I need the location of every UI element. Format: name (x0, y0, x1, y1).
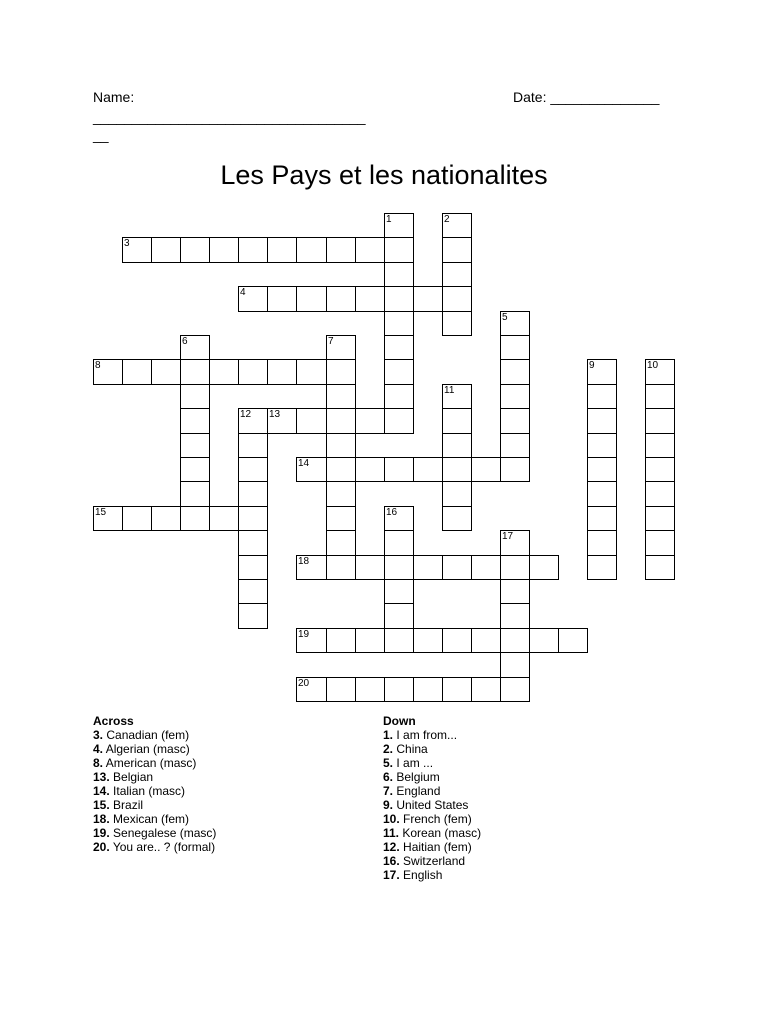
grid-cell[interactable] (500, 433, 530, 458)
grid-cell[interactable] (645, 457, 675, 482)
grid-cell[interactable] (587, 481, 617, 507)
down-clue (383, 812, 481, 826)
grid-cell[interactable] (151, 237, 181, 263)
grid-cell[interactable] (442, 408, 472, 434)
grid-cell[interactable] (384, 603, 414, 629)
grid-cell[interactable] (442, 555, 472, 580)
clue-number: 7. (383, 784, 394, 798)
grid-cell[interactable] (238, 433, 268, 458)
grid-cell[interactable] (238, 237, 268, 263)
clue-number: 16 (386, 507, 398, 518)
clue-number: 1. (383, 728, 394, 742)
clue-text: I am ... (396, 756, 434, 770)
clue-text: England (396, 784, 441, 798)
clue-number: 15. (93, 798, 110, 812)
grid-cell[interactable] (122, 359, 152, 385)
down-clue (383, 840, 481, 854)
grid-cell[interactable] (238, 408, 268, 434)
grid-cell[interactable] (238, 555, 268, 580)
clue-text: Korean (masc) (402, 826, 482, 840)
clue-text: Mexican (fem) (113, 812, 190, 826)
across-clue (93, 728, 216, 742)
grid-cell[interactable] (355, 555, 385, 580)
down-clue (383, 742, 481, 756)
grid-cell[interactable] (296, 237, 327, 263)
clue-text: Belgium (396, 770, 440, 784)
grid-cell[interactable] (384, 359, 414, 385)
clue-number: 11 (444, 385, 455, 396)
grid-cell[interactable] (326, 359, 356, 385)
grid-cell[interactable] (587, 530, 617, 556)
grid-cell[interactable] (442, 384, 472, 409)
clue-number: 9. (383, 798, 394, 812)
grid-cell[interactable] (500, 457, 530, 482)
clue-number: 18. (93, 812, 110, 826)
grid-cell[interactable] (209, 359, 239, 385)
grid-cell[interactable] (413, 628, 443, 653)
grid-cell[interactable] (384, 579, 414, 604)
grid-cell[interactable] (413, 286, 443, 312)
grid-cell[interactable] (238, 286, 268, 312)
grid-cell[interactable] (384, 311, 414, 336)
grid-cell[interactable] (180, 359, 210, 385)
name-line[interactable]: ___________________________________ (93, 109, 366, 125)
grid-cell[interactable] (326, 677, 356, 702)
grid-cell[interactable] (645, 359, 675, 385)
grid-cell[interactable] (326, 555, 356, 580)
grid-cell[interactable] (500, 677, 530, 702)
clue-number: 5 (502, 312, 508, 323)
grid-cell[interactable] (384, 555, 414, 580)
grid-cell[interactable] (587, 506, 617, 531)
grid-cell[interactable] (326, 286, 356, 312)
grid-cell[interactable] (442, 262, 472, 287)
grid-cell[interactable] (529, 555, 559, 580)
grid-cell[interactable] (645, 481, 675, 507)
grid-cell[interactable] (413, 677, 443, 702)
grid-cell[interactable] (384, 628, 414, 653)
clue-text: Haitian (fem) (403, 840, 472, 854)
grid-cell[interactable] (151, 359, 181, 385)
grid-cell[interactable] (587, 408, 617, 434)
down-clue (383, 868, 481, 882)
across-clue (93, 840, 216, 854)
grid-cell[interactable] (384, 286, 414, 312)
clue-text: Switzerland (403, 854, 466, 868)
clue-number: 11. (383, 826, 400, 840)
grid-cell[interactable] (326, 237, 356, 263)
down-clue (383, 756, 481, 770)
date-field[interactable]: Date: ______________ (513, 89, 660, 105)
grid-cell[interactable] (442, 311, 472, 336)
grid-cell[interactable] (151, 506, 181, 531)
clue-number: 3 (124, 238, 130, 249)
grid-cell[interactable] (442, 433, 472, 458)
across-clue (93, 812, 216, 826)
clue-number: 2 (444, 214, 450, 225)
name-line-continuation[interactable]: __ (93, 127, 109, 143)
grid-cell[interactable] (93, 506, 123, 531)
across-heading: Across (93, 714, 134, 728)
down-clue (383, 826, 481, 840)
grid-cell[interactable] (500, 603, 530, 629)
grid-cell[interactable] (442, 286, 472, 312)
grid-cell[interactable] (413, 457, 443, 482)
across-clue (93, 742, 216, 756)
grid-cell[interactable] (384, 506, 414, 531)
name-label: Name: (93, 89, 135, 105)
grid-cell[interactable] (326, 481, 356, 507)
clue-number: 17. (383, 868, 400, 882)
grid-cell[interactable] (267, 237, 297, 263)
clue-number: 10 (647, 360, 659, 371)
grid-cell[interactable] (471, 555, 501, 580)
clue-number: 8. (93, 756, 104, 770)
grid-cell[interactable] (238, 603, 268, 629)
clue-number: 14 (298, 458, 310, 469)
grid-cell[interactable] (645, 384, 675, 409)
grid-cell[interactable] (209, 237, 239, 263)
grid-cell[interactable] (355, 628, 385, 653)
grid-cell[interactable] (355, 408, 385, 434)
grid-cell[interactable] (471, 628, 501, 653)
grid-cell[interactable] (471, 457, 501, 482)
down-heading: Down (383, 714, 416, 728)
grid-cell[interactable] (384, 213, 414, 238)
clue-text: Belgian (113, 770, 154, 784)
clue-text: English (403, 868, 443, 882)
clue-number: 8 (95, 360, 101, 371)
grid-cell[interactable] (442, 213, 472, 238)
grid-cell[interactable] (296, 677, 327, 702)
grid-cell[interactable] (326, 384, 356, 409)
down-clue (383, 854, 481, 868)
grid-cell[interactable] (384, 530, 414, 556)
grid-cell[interactable] (645, 530, 675, 556)
clue-text: Senegalese (masc) (113, 826, 217, 840)
grid-cell[interactable] (267, 408, 297, 434)
grid-cell[interactable] (238, 481, 268, 507)
grid-cell[interactable] (180, 384, 210, 409)
clue-number: 7 (328, 336, 334, 347)
grid-cell[interactable] (122, 506, 152, 531)
grid-cell[interactable] (296, 286, 327, 312)
grid-cell[interactable] (238, 579, 268, 604)
grid-cell[interactable] (587, 433, 617, 458)
grid-cell[interactable] (355, 286, 385, 312)
clue-number: 4. (93, 742, 104, 756)
down-clue (383, 798, 481, 812)
grid-cell[interactable] (180, 237, 210, 263)
grid-cell[interactable] (238, 506, 268, 531)
grid-cell[interactable] (645, 555, 675, 580)
grid-cell[interactable] (413, 555, 443, 580)
clue-number: 10. (383, 812, 400, 826)
clue-text: Canadian (fem) (106, 728, 190, 742)
grid-cell[interactable] (500, 408, 530, 434)
grid-cell[interactable] (500, 311, 530, 336)
grid-cell[interactable] (238, 530, 268, 556)
clue-number: 15 (95, 507, 107, 518)
grid-cell[interactable] (384, 237, 414, 263)
grid-cell[interactable] (180, 481, 210, 507)
grid-cell[interactable] (180, 408, 210, 434)
grid-cell[interactable] (645, 433, 675, 458)
clue-number: 13 (269, 409, 281, 420)
clue-number: 20. (93, 840, 110, 854)
across-clue (93, 798, 216, 812)
clue-number: 16. (383, 854, 400, 868)
page-title: Les Pays et les nationalites (220, 160, 548, 190)
clue-number: 14. (93, 784, 110, 798)
grid-cell[interactable] (442, 506, 472, 531)
grid-cell[interactable] (645, 506, 675, 531)
grid-cell[interactable] (296, 457, 327, 482)
grid-cell[interactable] (384, 457, 414, 482)
grid-cell[interactable] (296, 628, 327, 653)
down-clues (383, 714, 481, 882)
grid-cell[interactable] (558, 628, 588, 653)
grid-cell[interactable] (296, 359, 327, 385)
grid-cell[interactable] (93, 359, 123, 385)
clue-number: 19 (298, 629, 310, 640)
down-clue (383, 728, 481, 742)
clue-number: 2. (383, 742, 394, 756)
clue-number: 18 (298, 556, 310, 567)
grid-cell[interactable] (122, 237, 152, 263)
clue-number: 4 (240, 287, 246, 298)
grid-cell[interactable] (296, 408, 327, 434)
grid-cell[interactable] (384, 384, 414, 409)
grid-cell[interactable] (326, 530, 356, 556)
clue-text: Italian (masc) (113, 784, 186, 798)
clue-number: 12 (240, 409, 252, 420)
down-clue (383, 770, 481, 784)
clue-number: 5. (383, 756, 394, 770)
clue-number: 20 (298, 678, 310, 689)
grid-cell[interactable] (587, 555, 617, 580)
across-clue (93, 770, 216, 784)
across-clues (93, 714, 216, 854)
grid-cell[interactable] (326, 506, 356, 531)
grid-cell[interactable] (500, 628, 530, 653)
grid-cell[interactable] (267, 359, 297, 385)
grid-cell[interactable] (355, 677, 385, 702)
grid-cell[interactable] (326, 628, 356, 653)
clue-text: American (masc) (105, 756, 197, 770)
grid-cell[interactable] (180, 433, 210, 458)
clue-number: 17 (502, 531, 514, 542)
clue-number: 1 (386, 214, 392, 225)
clue-number: 9 (589, 360, 595, 371)
across-clue (93, 756, 216, 770)
grid-cell[interactable] (355, 457, 385, 482)
grid-cell[interactable] (500, 384, 530, 409)
grid-cell[interactable] (500, 359, 530, 385)
grid-cell[interactable] (529, 628, 559, 653)
clue-text: China (396, 742, 428, 756)
grid-cell[interactable] (384, 335, 414, 360)
grid-cell[interactable] (587, 384, 617, 409)
grid-cell[interactable] (500, 579, 530, 604)
grid-cell[interactable] (180, 457, 210, 482)
down-clue (383, 784, 481, 798)
grid-cell[interactable] (587, 457, 617, 482)
grid-cell[interactable] (500, 335, 530, 360)
grid-cell[interactable] (442, 457, 472, 482)
across-clue (93, 784, 216, 798)
grid-cell[interactable] (267, 286, 297, 312)
grid-cell[interactable] (500, 555, 530, 580)
grid-cell[interactable] (180, 506, 210, 531)
clue-number: 19. (93, 826, 110, 840)
grid-cell[interactable] (209, 506, 239, 531)
across-clue (93, 826, 216, 840)
grid-cell[interactable] (442, 237, 472, 263)
clue-text: Algerian (masc) (105, 742, 190, 756)
grid-cell[interactable] (587, 359, 617, 385)
clue-text: French (fem) (403, 812, 472, 826)
grid-cell[interactable] (238, 359, 268, 385)
grid-cell[interactable] (326, 408, 356, 434)
clue-text: United States (396, 798, 469, 812)
grid-cell[interactable] (326, 335, 356, 360)
grid-cell[interactable] (355, 237, 385, 263)
grid-cell[interactable] (384, 408, 414, 434)
grid-cell[interactable] (500, 530, 530, 556)
clue-number: 6. (383, 770, 394, 784)
clue-number: 13. (93, 770, 110, 784)
grid-cell[interactable] (384, 262, 414, 287)
grid-cell[interactable] (471, 677, 501, 702)
grid-cell[interactable] (500, 652, 530, 678)
grid-cell[interactable] (180, 335, 210, 360)
grid-cell[interactable] (296, 555, 327, 580)
grid-cell[interactable] (326, 433, 356, 458)
grid-cell[interactable] (326, 457, 356, 482)
clue-text: I am from... (396, 728, 458, 742)
grid-cell[interactable] (238, 457, 268, 482)
grid-cell[interactable] (442, 677, 472, 702)
clue-text: Brazil (113, 798, 144, 812)
clue-number: 6 (182, 336, 188, 347)
grid-cell[interactable] (442, 481, 472, 507)
grid-cell[interactable] (384, 677, 414, 702)
clue-text: You are.. ? (formal) (112, 840, 216, 854)
clue-number: 12. (383, 840, 400, 854)
clue-number: 3. (93, 728, 104, 742)
grid-cell[interactable] (442, 628, 472, 653)
grid-cell[interactable] (645, 408, 675, 434)
